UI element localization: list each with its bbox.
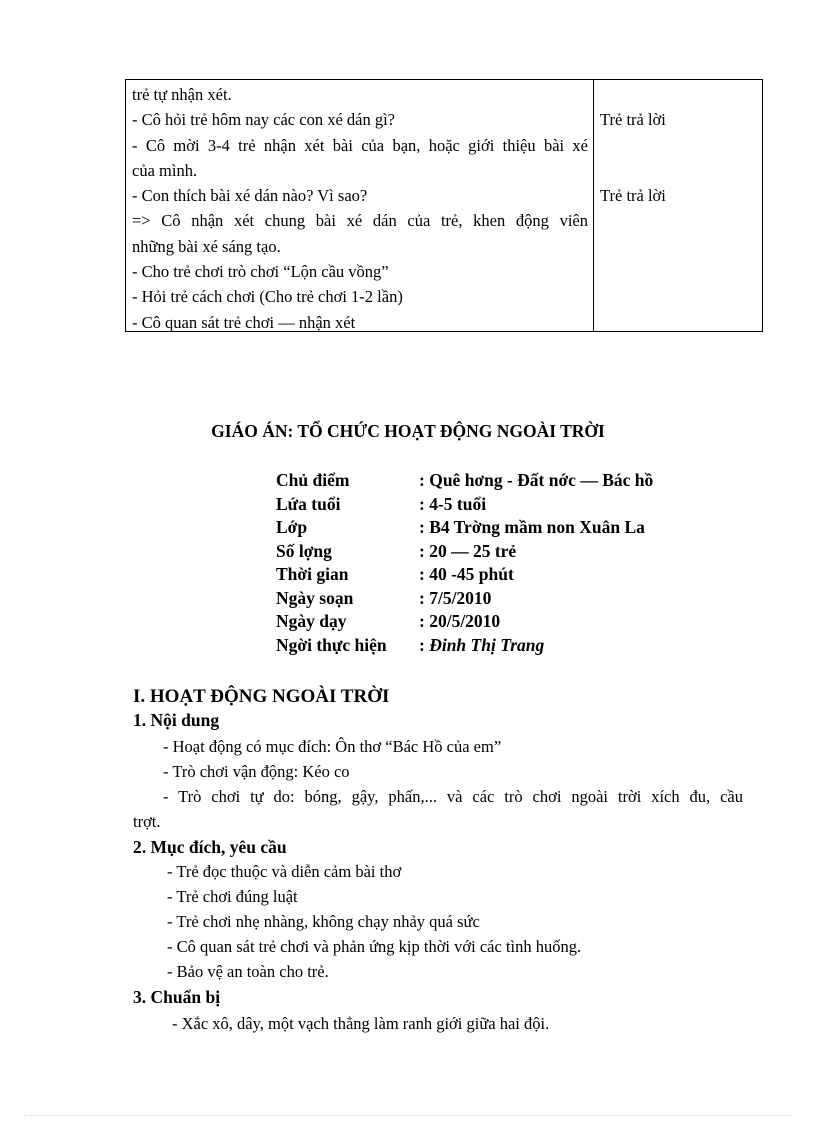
info-label: Lớp: [276, 517, 308, 537]
info-value: : 40 -45 phút: [419, 564, 514, 584]
table-line: - Cô quan sát trẻ chơi — nhận xét: [132, 312, 356, 332]
info-label: Số lợng: [276, 540, 332, 561]
list-item: - Trò chơi tự do: bóng, gậy, phấn,... và các trò chơi ngoài trời xích đu, cầu: [163, 787, 743, 806]
info-label: Ngời thực hiện: [276, 634, 387, 655]
subsection-heading-preparation: 3. Chuẩn bị: [133, 987, 221, 1007]
table-line: trẻ tự nhận xét.: [132, 85, 232, 104]
info-label: Ngày dạy: [276, 611, 347, 631]
info-value: : 20 — 25 trẻ: [419, 540, 517, 561]
info-value-prefix: :: [419, 634, 430, 655]
table-column-divider: [593, 80, 594, 331]
info-label: Chủ điểm: [276, 470, 350, 490]
info-label: Lứa tuổi: [276, 493, 341, 514]
activity-table: [125, 79, 763, 332]
list-item: - Xắc xô, dây, một vạch thẳng làm ranh giới giữa hai đội.: [172, 1014, 550, 1033]
info-value: : B4 Trờng mầm non Xuân La: [419, 517, 645, 537]
lesson-plan-title: GIÁO ÁN: TỔ CHỨC HOẠT ĐỘNG NGOÀI TRỜI: [211, 421, 605, 441]
table-line: - Hỏi trẻ cách chơi (Cho trẻ chơi 1-2 lần): [132, 287, 403, 307]
table-line: những bài xé sáng tạo.: [132, 236, 281, 256]
list-item: - Trò chơi vận động: Kéo co: [163, 762, 350, 781]
table-line: => Cô nhận xét chung bài xé dán của trẻ, khen động viên: [132, 211, 588, 231]
table-line: - Cô mời 3-4 trẻ nhận xét bài của bạn, hoặc giới thiệu bài xé: [132, 135, 588, 155]
table-line: - Con thích bài xé dán nào? Vì sao?: [132, 186, 368, 206]
list-item: - Trẻ chơi nhẹ nhàng, không chạy nhảy quá sức: [167, 912, 480, 931]
info-value: : 7/5/2010: [419, 587, 492, 608]
list-item: - Bảo vệ an toàn cho trẻ.: [167, 962, 329, 981]
subsection-heading-goals: 2. Mục đích, yêu cầu: [133, 837, 287, 857]
info-value: : 4-5 tuổi: [419, 493, 487, 514]
table-line: - Cho trẻ chơi trò chơi “Lộn cầu vồng”: [132, 262, 389, 282]
info-label: Thời gian: [276, 564, 349, 584]
info-value: : 20/5/2010: [419, 611, 501, 631]
list-item-continuation: trợt.: [133, 812, 161, 831]
page-bottom-border: [24, 1115, 792, 1116]
list-item: - Cô quan sát trẻ chơi và phản ứng kịp thời với các tình huống.: [167, 937, 582, 956]
table-line: - Cô hỏi trẻ hôm nay các con xé dán gì?: [132, 110, 395, 130]
list-item: - Trẻ chơi đúng luật: [167, 887, 298, 906]
table-line: của mình.: [132, 160, 198, 180]
info-label: Ngày soạn: [276, 587, 354, 608]
list-item: - Hoạt động có mục đích: Ôn thơ “Bác Hồ của em”: [163, 737, 502, 756]
teacher-name: Đinh Thị Trang: [429, 634, 545, 655]
child-response: Trẻ trả lời: [600, 110, 666, 129]
subsection-heading-content: 1. Nội dung: [133, 710, 220, 730]
child-response: Trẻ trả lời: [600, 186, 666, 205]
info-value: : Quê hơng - Đất nớc — Bác hồ: [419, 470, 654, 490]
section-heading: I. HOẠT ĐỘNG NGOÀI TRỜI: [133, 686, 390, 707]
teacher-activities-column: [132, 82, 588, 335]
list-item: - Trẻ đọc thuộc và diễn cảm bài thơ: [167, 862, 402, 881]
info-value: [419, 634, 544, 658]
